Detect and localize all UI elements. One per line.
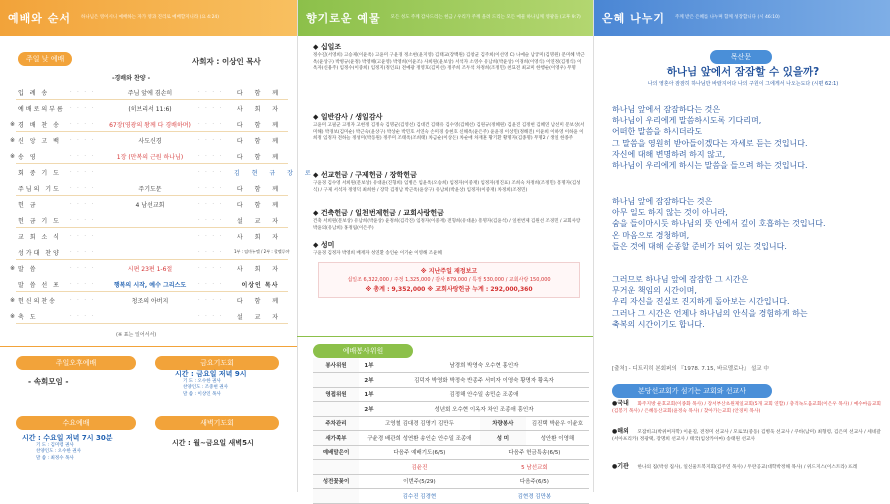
finance-report: [318, 262, 580, 298]
sharing-header: [594, 0, 890, 36]
dot-leader: · · · ·: [70, 137, 96, 143]
friday-time: 시간 : 금요일 저녁 9시: [175, 370, 247, 378]
offering-thanks: [313, 112, 585, 143]
standing-mark: ※: [10, 120, 16, 128]
offering-header-desc: 모든 성도 주께 감사드리는 헌금 / 우리가 주께 올려 드리는 모든 예물 하나님께 영광을 (고후 9:7): [390, 15, 581, 21]
program-row: [18, 182, 288, 194]
mission-list: 모잠비크(박위여자학) 이윤길, 전정미 선교사 / 모로코(중동) 김병욱 선교사 / 쿠바(남미) 최형령, 김은미 선교사 / 세네갈(서아프리카) 정광택, 장명희 선교사 / 태국(임상카아마) 송태원 선교사: [612, 430, 881, 442]
program-item-name: 경 배 찬 송: [18, 121, 61, 129]
dot-leader: · · · ·: [70, 297, 96, 303]
program-item-leader: 다 함 께: [236, 297, 284, 305]
dot-leader: · · · ·: [198, 185, 224, 191]
dot-leader: · · · ·: [70, 105, 96, 111]
dot-leader: · · · ·: [70, 217, 96, 223]
program-item-leader: 설 교 자: [236, 217, 284, 225]
program-item-name: 신 앙 고 백: [18, 137, 61, 145]
server-names: 김진택 박윤우 이윤호: [526, 416, 589, 431]
mission-category: ●국내: [612, 400, 629, 407]
sermon-paragraph: [612, 196, 884, 252]
friday-line: 기 도 : 오수한 권사: [183, 379, 221, 384]
worship-header-desc: 하나님은 영이시니 예배하는 자가 영과 진리로 예배할지니라 (요 4:24): [80, 15, 220, 21]
server-names: 성안환 이영해: [526, 431, 589, 446]
sharing-header-title: 은혜 나누기: [602, 12, 665, 25]
server-category: 주차관리: [313, 416, 359, 431]
dot-leader: · · · ·: [70, 121, 96, 127]
friday-line: 찬양인도 : 조중현 권사: [183, 385, 228, 391]
sermon-line: 그 말씀을 영원히 받아들이겠다는 자세로 듣는 것입니다.: [612, 138, 808, 148]
server-category: 새가족부: [313, 431, 359, 446]
wednesday-line: 기 도 : 김미령 권사: [36, 443, 74, 448]
server-names: 김수진 김경현: [359, 489, 480, 504]
praise-title: -경배와 찬양 -: [112, 75, 151, 82]
program-item-leader: 이상인 목사: [241, 281, 279, 289]
program-item-content: 1장 (만복의 근원 하나님): [116, 153, 184, 161]
program-item-name: 말 씀: [18, 265, 38, 273]
row-divider: [16, 323, 288, 324]
program-item-content: 시편 23편 1-6절: [127, 265, 173, 273]
worship-header: [0, 0, 297, 36]
program-item-content: 청조의 아버지: [131, 297, 169, 305]
server-category: [313, 373, 359, 388]
servers-pill: 예배봉사위원: [313, 344, 413, 358]
table-row: [313, 402, 589, 417]
program-row: [18, 246, 288, 258]
program-item-content: 4 남선교회: [135, 201, 165, 209]
standing-note: (※ 표는 일어서서): [116, 332, 157, 338]
offering-names: 건축 서희원(문보상) 유남희(박윤상) 윤정희(김각진) 임정자(이중재) 전형희(유대윤) 흥명자(김윤석) / 일천번제 김원선 조경민 / 교회사랑 박윤의(유남희) 홍정림(이은주): [313, 219, 581, 231]
sermon-line: 그러므로 하나님 앞에 잠잠한 그 시간은: [612, 275, 749, 284]
server-category: [313, 460, 359, 475]
dot-leader: · · · ·: [198, 169, 224, 175]
row-divider: [16, 163, 288, 164]
server-names: 김덕자 박영화 박정숙 반종주 서미자 이영숙 황명자 황옥자: [379, 373, 589, 388]
offering-title: ◆ 성미: [313, 241, 335, 249]
program-item-leader: 1부 : 임마누엘 / 2부 : 할렐루야: [234, 248, 290, 254]
row-divider: [16, 131, 288, 132]
offering-title: ◆ 건축헌금 / 일천번제헌금 / 교회사랑헌금: [313, 209, 444, 217]
program-row: [18, 214, 288, 226]
wednesday-line: 말 씀 : 최정수 목사: [36, 455, 74, 461]
mission-agency: [612, 463, 884, 472]
sermon-line: 하나님이 우리에게 하시는 말씀을 들으려 하는 것입니다.: [612, 160, 808, 170]
finance-title: ※ 지난주일 재정보고: [420, 268, 478, 275]
standing-mark: ※: [10, 152, 16, 160]
sermon-line: 하나님이 우리에게 말씀하시도록 기다리며,: [612, 116, 762, 126]
server-part: 1부: [359, 358, 379, 373]
program-row: [18, 198, 288, 210]
dot-leader: · · · ·: [70, 281, 96, 287]
program-row: [10, 118, 288, 130]
dot-leader: · · · ·: [198, 137, 224, 143]
table-row: [313, 489, 589, 504]
afternoon-content: - 속회모임 -: [28, 377, 69, 386]
sermon-paragraph: [612, 274, 884, 330]
offering-names: 정수길(서영희) 고승제(이윤옥) 고윤미 구윤경 정소현(윤지영) 김태교(장백원) 김창균 김주희(이선영 C) 나예슬 남궁미(김명원) 문미혜 박근옥(윤상구) 박병규(윤정) 박영해(고윤영) 박영희(이윤조) 사희원(윤보상) 서석자 소영수 유남희(박윤상) 이경희(이영식) 이연정(김정식) 이옥자(신용주) 임정수(이중희) 임정지(정인표) 전예광 정영호(김미선) 정주희 조두석 차정희(조정민) 천묘전 최교미 한행순(이영우) 무명: [313, 53, 585, 72]
offering-rice: [313, 240, 585, 258]
program-item-leader: 다 함 께: [236, 201, 284, 209]
mission-category: ●해외: [612, 428, 629, 435]
wednesday-worship-pill: 수요예배: [16, 416, 136, 430]
dawn-prayer-pill: 새벽기도회: [155, 416, 279, 430]
program-item-name: 성가대 찬양: [18, 249, 61, 257]
program-item-name: 교 회 소 식: [18, 233, 61, 241]
table-row: [313, 373, 589, 388]
finance-total: ※ 총계 : 9,352,000 ※ 교회사랑헌금 누계 : 292,000,360: [365, 286, 533, 293]
mission-list: 화주지방 운호교회(이종화 목사) / 장서부산초원제일교회(5개 교회 연합) / 충격녹도움교회(이은우 목사) / 예수마음교회(김봉기 목사) / 은혜동산교회(윤정숙 목사) / 찾아가는교회 (안경미 목사): [612, 402, 881, 414]
program-row: [18, 230, 288, 242]
sermon-line: 축복의 시간이기도 합니다.: [612, 319, 705, 329]
program-item-leader: 다 함 께: [236, 89, 284, 97]
worship-leader: 사회자 : 이상인 목사: [192, 57, 261, 66]
program-item-content: 사도신경: [138, 137, 162, 145]
program-row: [10, 134, 288, 146]
server-names: 김현경 김만봉: [480, 489, 589, 504]
server-names: 남경희 박영숙 오수현 홍인자: [379, 358, 589, 373]
program-item-leader: 다 함 께: [236, 153, 284, 161]
offering-tithe: [313, 42, 585, 73]
row-divider: [16, 259, 288, 260]
dot-leader: · · · ·: [198, 249, 224, 255]
dot-leader: · · · ·: [70, 201, 96, 207]
offering-title: ◆ 십일조: [313, 43, 342, 51]
dot-leader: · · · ·: [70, 185, 96, 191]
server-category: 봉사위원: [313, 358, 359, 373]
offering-title: ◆ 일반감사 / 생일감사: [313, 113, 383, 121]
friday-line: 말 씀 : 이상인 목사: [183, 391, 221, 397]
sermon-line: 아무 일도 하지 않는 것이 아니라,: [612, 208, 728, 218]
server-category: [313, 402, 359, 417]
program-item-name: 헌 금: [18, 201, 38, 209]
program-item-name: 입 례 송: [18, 89, 50, 97]
sermon-line: 그러나 그 시간은 언제나 하나님의 안식을 경험하게 하는: [612, 308, 808, 318]
dot-leader: · · · ·: [70, 153, 96, 159]
program-row: [18, 86, 288, 98]
sermon-line: 온 마음으로 경청하며,: [612, 230, 690, 240]
dot-leader: · · · ·: [70, 265, 96, 271]
dot-leader: · · · ·: [198, 233, 224, 239]
finance-items: 십일조 6,322,000 / 주정 1,325,000 / 감사 879,000 / 특정 530,000 / 교회사랑 150,000: [347, 277, 551, 283]
mission-category: ●기관: [612, 463, 629, 470]
row-divider: [16, 195, 288, 196]
sermon-line: 우리 자신을 진실로 진지하게 돌아보는 시간입니다.: [612, 297, 790, 307]
offering-mission: [313, 170, 585, 194]
program-row: [18, 102, 288, 114]
server-names: 다음주(6/5): [480, 474, 589, 489]
offering-names: 구윤경 김수영 서희원(문보상) 유대윤(진형희) 임병은 임윤옥(오승희) 임정자(이중재) 임정자(정진표) 조희숙 차정희(조정민) 흥명자(김성식) / 구제 서석자 정영덕 최희한 / 장학 김정남 박근옥(윤상구) 유남희(박윤상) 임정자(이중재) 차정희(조정민): [313, 181, 581, 193]
program-item-name: 회 중 기 도: [18, 169, 61, 177]
program-item-name: 헌 금 기 도: [18, 217, 61, 225]
mission-list: 한나의 집(박성 집사), 일신울트복지회(김주연 목사) / 두란공교(대학박정해 목사) / 위드지스(이스트라) 뜨레: [637, 465, 858, 470]
server-names: 김윤진: [359, 460, 480, 475]
dot-leader: · · · ·: [70, 313, 96, 319]
standing-mark: ※: [10, 136, 16, 144]
dot-leader: · · · ·: [198, 153, 224, 159]
mission-overseas: [612, 428, 884, 444]
program-item-name: 축 도: [18, 313, 38, 321]
dot-leader: · · · ·: [198, 201, 224, 207]
server-names: 김정해 안수일 송민순 조종애: [379, 387, 589, 402]
offering-title: ◆ 선교헌금 / 구제헌금 / 장학헌금: [313, 171, 417, 179]
server-part: 2부: [359, 402, 379, 417]
program-row: [18, 166, 316, 178]
program-item-name: 말 씀 선 포: [18, 281, 61, 289]
servers-table: [313, 358, 589, 504]
standing-mark: ※: [10, 296, 16, 304]
program-row: [10, 294, 288, 306]
offering-building: [313, 208, 585, 232]
program-item-leader: 다 함 께: [236, 137, 284, 145]
server-category: 영접위원: [313, 387, 359, 402]
program-item-content: 주기도문: [138, 185, 162, 193]
offering-names: 고윤미 고필군 고정자 고현정 김정숙 김명균(김영선) 김대건 김태유 김수영(김혜선) 김원규(정혜원) 김윤진 김정현 김혜연 남선미 문보상(서미해) 박경보(김미순) 박근숙(윤상구) 박상순 박민호 서연숙 손미경 송현호 신해옥(윤은주) 윤윤경 이상민(정해진) 이윤희 이하영 이하윤 이희정 임정자 전하늘 정성미(박동원) 정주미 조태옥(조희태) 차금순(이상돈) 차순애 차재훈 황기환 황명자(김종명) 무명2 / 생일 한종주: [313, 123, 585, 142]
server-category: 성 미: [480, 431, 526, 446]
dot-leader: · · · ·: [198, 217, 224, 223]
program-item-leader: 사 회 자: [236, 105, 284, 113]
dot-leader: · · · ·: [198, 297, 224, 303]
program-item-leader: 다 함 께: [236, 185, 284, 193]
sermon-title: 하나님 앞에서 잠잠할 수 있을까?: [666, 66, 820, 78]
server-part: 2부: [359, 373, 379, 388]
dot-leader: · · · ·: [198, 313, 224, 319]
sermon-line: 무거운 책임의 시간이며,: [612, 286, 697, 296]
dot-leader: · · · ·: [70, 233, 96, 239]
table-row: [313, 416, 589, 431]
dot-leader: · · · ·: [198, 89, 224, 95]
afternoon-worship-pill: 주일오후예배: [16, 356, 136, 370]
wednesday-line: 찬양인도 : 오수한 권사: [36, 449, 81, 455]
sermon-line: 숨을 들이마시듯 하나님의 뜻 안에서 깊이 호흡하는 것입니다.: [612, 219, 826, 229]
dot-leader: · · · ·: [198, 105, 224, 111]
mission-pill: 본당선교회가 섬기는 교회와 선교사: [612, 384, 772, 398]
row-divider: [16, 227, 288, 228]
program-item-name: 헌신의찬송: [18, 297, 57, 305]
offering-header: [298, 0, 593, 36]
program-row: [10, 262, 288, 274]
server-names: 이번주(5/29): [359, 474, 480, 489]
program-item-name: 송 영: [18, 153, 38, 161]
sermon-line: 어떠한 말씀을 하시더라도: [612, 127, 703, 137]
divider: [297, 336, 593, 337]
table-row: [313, 460, 589, 475]
sermon-source: [출처] - 디트리히 본회퍼의 『1978. 7.15, 바르멜로나』 설교 中: [612, 366, 769, 372]
sermon-line: 하나님 앞에 잠잠하다는 것은: [612, 197, 713, 206]
table-row: [313, 474, 589, 489]
friday-prayer-pill: 금요기도회: [155, 356, 279, 370]
program-item-leader: 다 함 께: [236, 121, 284, 129]
worship-header-title: 예배와 순서: [8, 12, 71, 25]
sermon-line: 들은 것에 대해 순종할 준비가 되어 있는 것입니다.: [612, 241, 787, 251]
offering-names: 구윤경 김정자 박영희 배재자 성연환 송인순 이기순 이영해 조윤혜: [313, 251, 442, 257]
table-row: [313, 431, 589, 446]
table-row: [313, 387, 589, 402]
sunday-worship-pill: 주일 낮 예배: [18, 52, 72, 66]
sermon-paragraph: [612, 104, 884, 171]
server-names: 고영철 김대경 김명기 김만두: [359, 416, 480, 431]
dot-leader: · · · ·: [198, 281, 224, 287]
dawn-time: 시간 : 월~금요일 새벽5시: [172, 439, 254, 447]
row-divider: [16, 99, 288, 100]
dot-leader: · · · ·: [198, 121, 224, 127]
program-row: [10, 310, 288, 322]
program-item-content: 행복의 시작, 예수 그리스도: [113, 281, 187, 289]
program-item-content: (히브리서 11:6): [128, 105, 172, 113]
server-names: 성년회 오수현 이옥자 차인 조종애 흥인자: [379, 402, 589, 417]
program-item-leader: 사 회 자: [236, 233, 284, 241]
program-item-leader: 사 회 자: [236, 265, 284, 273]
server-category: 예배말은이: [313, 445, 359, 460]
friday-prayer-box: [175, 369, 285, 398]
table-row: [313, 445, 589, 460]
sermon-line: 자신에 대해 변명하려 하지 않고,: [612, 149, 726, 159]
table-row: [313, 358, 589, 373]
sermon-pill: 목산문: [710, 50, 772, 64]
dot-leader: · · · ·: [198, 265, 224, 271]
server-part: 1부: [359, 387, 379, 402]
server-category: 차량봉사: [480, 416, 526, 431]
mission-domestic: [612, 400, 884, 416]
program-row: [18, 278, 288, 290]
program-item-name: 주님의 기도: [18, 185, 61, 193]
dot-leader: · · · ·: [70, 249, 96, 255]
wednesday-time: 시간 : 수요일 저녁 7시 30분: [22, 434, 113, 442]
server-category: [313, 489, 359, 504]
sharing-header-desc: 주께 받은 은혜를 나누며 함께 성장합니다 (시 46:10): [674, 15, 780, 21]
dot-leader: · · · ·: [70, 169, 96, 175]
program-item-leader: 설 교 자: [236, 313, 284, 321]
wednesday-box: [22, 433, 142, 462]
server-names: 다음주 예배기도(6/5): [359, 445, 480, 460]
sermon-subtitle: 나의 영혼아 잠잠히 하나님만 바랄지어다 나의 구원이 그에게서 나오는도다 (시편 62:1): [647, 81, 839, 87]
program-item-name: 예배로의부름: [18, 105, 65, 113]
offering-header-title: 향기로운 예물: [306, 12, 381, 25]
divider: [0, 346, 297, 347]
server-names: 5 남선교회: [480, 460, 589, 475]
server-names: 구윤경 배관희 성연환 송인순 안수일 조종애: [359, 431, 480, 446]
server-category: 성전꽃꽂이: [313, 474, 359, 489]
dot-leader: · · · ·: [70, 89, 96, 95]
standing-mark: ※: [10, 264, 16, 272]
server-names: 다음주 헌금특송(6/5): [480, 445, 589, 460]
row-divider: [16, 291, 288, 292]
standing-mark: ※: [10, 312, 16, 320]
program-item-leader: 김 현 규 장 로: [234, 169, 316, 177]
program-item-content: 67장(영광의 왕께 다 경배하며): [109, 121, 191, 129]
program-row: [10, 150, 288, 162]
program-item-content: 주님 앞에 겸손히: [127, 89, 173, 97]
sermon-line: 하나님 앞에서 잠잠하다는 것은: [612, 105, 721, 114]
